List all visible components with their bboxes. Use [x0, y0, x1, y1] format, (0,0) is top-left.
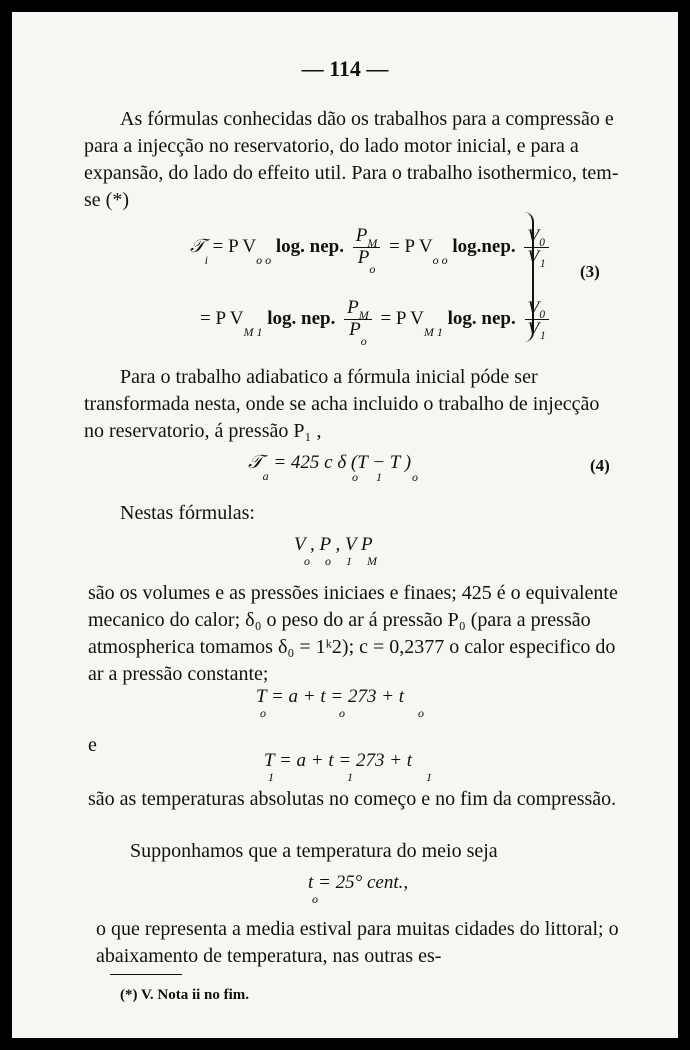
v-num-2: V₀ — [525, 299, 549, 320]
equation-t1-subscripts: 1 1 1 — [268, 770, 432, 784]
eq3-sub-i: i — [204, 252, 208, 267]
variables-list — [294, 534, 373, 556]
eq4-lhs: 𝒯 — [248, 452, 263, 473]
frac-den: P — [357, 247, 370, 268]
paragraph-littoral-text: o que representa a media estival para muitas cidades do littoral; o abaixamento de temperatura, nas outras es- — [96, 918, 619, 967]
equation-3-line-2 — [200, 297, 553, 348]
frac-num: P — [355, 225, 368, 246]
paragraph-intro-text: As fórmulas conhecidas dão os trabalhos para a compressão e para a injecção no reservatorio, do lado motor inicial, e para a expansão, do lado do effeito util. Para o trabalho isothermico, tem-se (*) — [84, 108, 619, 211]
variables-subscripts: o o 1 M — [304, 554, 377, 568]
equation-t0: T = a + t = 273 + t — [256, 686, 405, 707]
equation-3-brace — [522, 212, 534, 342]
paragraph-littoral — [96, 916, 628, 970]
paragraph-adiabatic-text: Para o trabalho adiabatico a fórmula inicial póde ser transformada nesta, onde se acha incluido o trabalho de injecção no reservatorio, á pressão P₁ , — [84, 366, 600, 442]
equation-t-ambient: t = 25° cent., — [308, 872, 409, 893]
eq3-mid-2: = P V — [380, 307, 424, 329]
paragraph-suppose: Supponhamos que a temperatura do meio seja — [130, 840, 498, 862]
frac-den-sub: o — [369, 262, 376, 276]
eq4-sub-1: 1 — [376, 470, 382, 484]
eq4-sub-o: o — [352, 470, 358, 484]
eq3-lognep-2: log.nep. — [452, 235, 516, 257]
eq3-lognep-1: log. nep. — [275, 235, 344, 257]
nestas-formulas: Nestas fórmulas: — [120, 502, 255, 524]
eq3-lognep-4: log. nep. — [447, 307, 516, 329]
v-num: V₀ — [524, 227, 548, 248]
frac-num-2: P — [347, 297, 359, 318]
eq3-mid: = P V — [389, 235, 433, 257]
eq4-rhs: = 425 c δ (T − T ) — [273, 452, 412, 473]
eq3-pressure-fraction-2 — [344, 297, 372, 348]
variables-text: V , P , V P — [294, 534, 373, 555]
paragraph-adiabatic — [84, 364, 624, 445]
eq3-pv-2: = P V — [200, 307, 244, 329]
frac-num-sub-2: M — [358, 308, 369, 322]
footnote-rule — [110, 974, 182, 975]
paragraph-temperatures-text: são as temperaturas absolutas no começo e no fim da compressão. — [88, 788, 617, 810]
equation-t1: T = a + t = 273 + t — [264, 750, 413, 771]
equation-t0-subscripts: o o o — [260, 706, 424, 720]
paragraph-temperatures — [88, 786, 628, 813]
paragraph-definitions-text: são os volumes e as pressões iniciaes e finaes; 425 é o equivalente mecanico do calor; δ₀ o peso do ar á pressão P₀ (para a pressão atmospherica tomamos δ₀ = 1ᵏ2); c = 0,2377 o calor especifico do ar a pressão constante; — [88, 582, 618, 685]
eq3-pressure-fraction-1 — [353, 225, 381, 276]
page-number: — 114 — — [301, 56, 389, 81]
script-t-symbol: 𝒯 — [190, 235, 205, 257]
footnote: (*) V. Nota ii no fim. — [120, 987, 250, 1003]
page — [12, 12, 678, 1038]
eq4-lhs-sub: a — [262, 469, 269, 483]
v-den: V₁ — [527, 247, 546, 268]
eq3-mid-sub: o o — [432, 252, 448, 267]
frac-den-sub-2: o — [360, 334, 367, 348]
paragraph-definitions — [88, 580, 628, 688]
equation-4-subscripts — [352, 470, 418, 485]
frac-num-sub: M — [367, 236, 378, 250]
eq4-sub-o2: o — [412, 470, 418, 484]
eq3-lognep-3: log. nep. — [267, 307, 336, 329]
eq3-sub-m1: M 1 — [243, 324, 263, 339]
conjunction-e: e — [88, 734, 97, 756]
paragraph-intro — [84, 106, 624, 214]
eq3-sub-oo: o o — [256, 252, 272, 267]
eq3-mid2-sub: M 1 — [423, 324, 443, 339]
equation-t-ambient-sub: o — [312, 892, 318, 906]
v-den-2: V₁ — [527, 319, 546, 340]
equation-4-label: (4) — [590, 456, 610, 475]
equation-3-line-1 — [190, 225, 553, 276]
eq3-pv-1: = P V — [212, 235, 257, 257]
equation-3-label: (3) — [580, 262, 600, 281]
frac-den-2: P — [349, 319, 361, 340]
